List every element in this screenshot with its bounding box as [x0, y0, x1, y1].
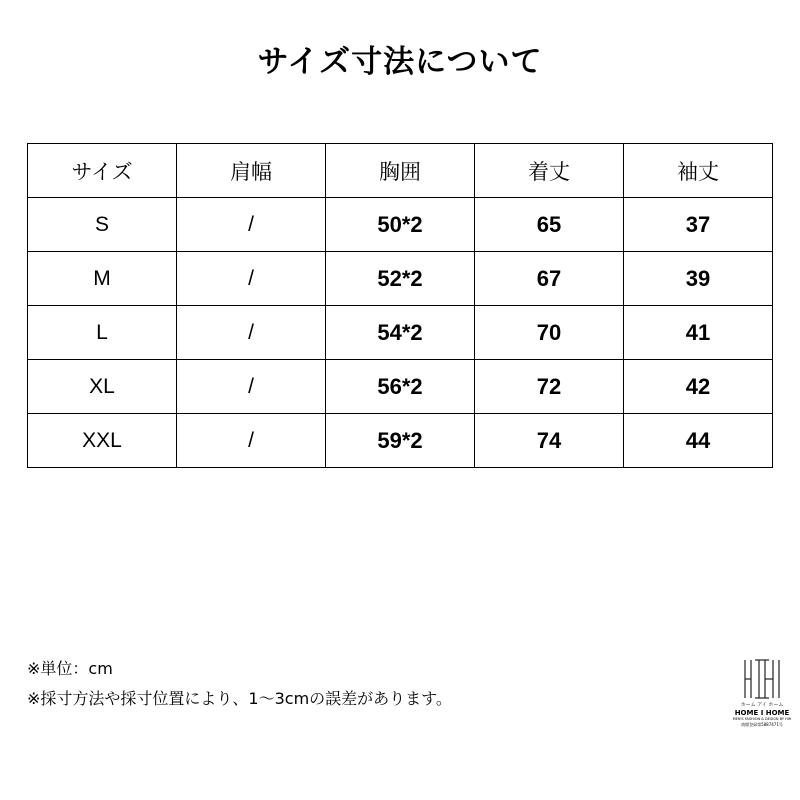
table-row — [28, 198, 773, 252]
error-note: ※採寸方法や採寸位置により、1～3cmの誤差があります。 — [27, 689, 452, 708]
cell-length: 74 — [475, 414, 624, 468]
page-title: サイズ寸法について — [257, 44, 543, 80]
table-row — [28, 306, 773, 360]
table-row — [28, 360, 773, 414]
cell-sleeve: 42 — [624, 360, 773, 414]
cell-length: 70 — [475, 306, 624, 360]
cell-shoulder: / — [177, 198, 326, 252]
cell-shoulder: / — [177, 252, 326, 306]
header-shoulder-width: 肩幅 — [177, 144, 326, 198]
cell-sleeve: 39 — [624, 252, 773, 306]
hih-monogram-icon — [741, 658, 783, 700]
cell-size: XL — [28, 360, 177, 414]
notes — [27, 654, 452, 714]
cell-shoulder: / — [177, 360, 326, 414]
cell-size: S — [28, 198, 177, 252]
size-table — [27, 143, 773, 468]
header-size: サイズ — [28, 144, 177, 198]
header-chest: 胸囲 — [326, 144, 475, 198]
header-length: 着丈 — [475, 144, 624, 198]
cell-length: 67 — [475, 252, 624, 306]
cell-shoulder: / — [177, 306, 326, 360]
cell-chest: 56*2 — [326, 360, 475, 414]
cell-chest: 52*2 — [326, 252, 475, 306]
cell-chest: 50*2 — [326, 198, 475, 252]
cell-size: L — [28, 306, 177, 360]
logo-kana: ホーム アイ ホーム — [740, 702, 784, 708]
cell-sleeve: 37 — [624, 198, 773, 252]
cell-sleeve: 44 — [624, 414, 773, 468]
table-header-row — [28, 144, 773, 198]
unit-note: ※単位：cm — [27, 659, 113, 678]
logo-brand: HOME I HOME — [734, 709, 790, 717]
table-row — [28, 252, 773, 306]
cell-length: 65 — [475, 198, 624, 252]
cell-shoulder: / — [177, 414, 326, 468]
brand-logo — [730, 658, 794, 728]
cell-chest: 54*2 — [326, 306, 475, 360]
cell-size: M — [28, 252, 177, 306]
cell-length: 72 — [475, 360, 624, 414]
cell-chest: 59*2 — [326, 414, 475, 468]
cell-sleeve: 41 — [624, 306, 773, 360]
table-row — [28, 414, 773, 468]
header-sleeve-length: 袖丈 — [624, 144, 773, 198]
cell-size: XXL — [28, 414, 177, 468]
logo-registration: 商標登録第5887471号 — [741, 722, 783, 727]
logo-tagline: MEN'S FASHION & DESIGN BY HIH — [732, 717, 792, 721]
